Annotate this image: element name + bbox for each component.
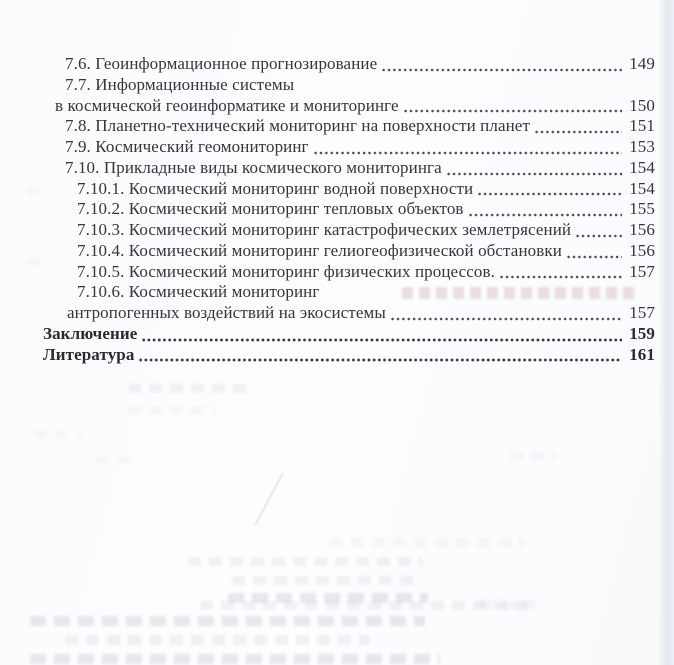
bleedthrough-artifact <box>34 430 82 438</box>
bleedthrough-artifact <box>26 188 42 195</box>
toc-subentry <box>43 179 655 200</box>
toc-entry <box>43 158 655 179</box>
toc-subentry <box>43 220 655 241</box>
toc-entry-page: 151 <box>629 116 655 136</box>
toc-entry-title: 7.7. Информационные системы <box>65 74 295 94</box>
toc-entry-title: 7.8. Планетно-технический мониторинг на поверхности планет <box>65 116 530 136</box>
toc-entry-page: 161 <box>629 344 655 364</box>
dot-leader <box>314 151 622 155</box>
toc-entry-title: 7.10.5. Космический мониторинг физических процессов. <box>77 261 495 281</box>
toc-entry-page: 154 <box>629 157 655 177</box>
toc-entry <box>43 116 655 137</box>
dot-leader <box>142 338 622 342</box>
toc-entry-title: 7.10.3. Космический мониторинг катастрофических землетрясений <box>77 220 572 239</box>
toc-entry-page: 150 <box>629 95 655 115</box>
toc-entry-page: 159 <box>629 323 655 343</box>
dot-leader <box>404 109 622 113</box>
toc-subentry <box>43 282 655 303</box>
dot-leader <box>139 358 622 362</box>
toc-entry-page: 157 <box>629 261 655 281</box>
toc-entry-title: Литература <box>43 344 135 364</box>
bleedthrough-artifact <box>96 456 136 463</box>
toc-entry-title: 7.10.6. Космический мониторинг <box>77 282 320 302</box>
toc-entry-page: 157 <box>629 303 655 322</box>
toc-entry-title: 7.6. Геоинформационное прогнозирование <box>65 54 378 73</box>
bleedthrough-artifact <box>128 406 216 414</box>
toc-entry-page: 155 <box>629 199 655 219</box>
bleedthrough-artifact <box>128 384 253 393</box>
toc-entry-title: 7.10.1. Космический мониторинг водной поверхности <box>77 178 474 198</box>
bleedthrough-artifact <box>30 654 440 664</box>
bleedthrough-artifact <box>228 593 428 603</box>
toc-entry-conclusion <box>43 324 655 345</box>
dot-leader <box>382 68 622 72</box>
toc-entry-title: 7.10. Прикладные виды космического мониторинга <box>65 157 442 177</box>
toc-entry-page: 154 <box>629 178 655 198</box>
toc-entry <box>43 75 655 96</box>
toc-subentry <box>43 262 655 283</box>
toc-entry-title: 7.9. Космический геомониторинг <box>65 137 309 156</box>
toc-subentry <box>43 241 655 262</box>
bleedthrough-artifact <box>330 538 525 547</box>
toc-entry-page: 156 <box>629 220 655 239</box>
toc-entry-page: 149 <box>629 54 655 73</box>
bleedthrough-artifact <box>480 600 540 609</box>
dot-leader <box>469 213 622 217</box>
toc-entry-page: 153 <box>629 137 655 156</box>
toc-entry-continuation <box>43 96 655 117</box>
toc-subentry-continuation <box>43 303 655 324</box>
dot-leader <box>576 234 622 238</box>
toc-entry-title: в космической геоинформатике и мониторинге <box>55 95 399 115</box>
table-of-contents <box>43 54 655 365</box>
bleedthrough-artifact <box>510 452 556 460</box>
toc-subentry <box>43 199 655 220</box>
toc-entry <box>43 54 655 75</box>
toc-entry-literature <box>43 345 655 366</box>
scan-scratch-artifact <box>254 473 283 525</box>
dot-leader <box>447 172 622 176</box>
scan-edge-shadow <box>658 0 674 665</box>
dot-leader <box>391 317 622 321</box>
dot-leader <box>567 255 622 259</box>
bleedthrough-artifact <box>65 635 370 645</box>
toc-entry-page: 156 <box>629 240 655 260</box>
toc-entry <box>43 137 655 158</box>
bleedthrough-artifact <box>188 557 423 566</box>
toc-entry-title: Заключение <box>43 323 138 343</box>
toc-entry-title: 7.10.2. Космический мониторинг тепловых объектов <box>77 199 464 219</box>
toc-entry-title: антропогенных воздействий на экосистемы <box>67 303 386 322</box>
bleedthrough-artifact <box>232 576 417 585</box>
dot-leader <box>478 192 622 196</box>
bleedthrough-artifact <box>30 616 425 626</box>
toc-entry-title: 7.10.4. Космический мониторинг гелиогеофизической обстановки <box>77 240 562 260</box>
dot-leader <box>500 275 622 279</box>
bleedthrough-artifact <box>200 601 530 610</box>
dot-leader <box>535 130 622 134</box>
